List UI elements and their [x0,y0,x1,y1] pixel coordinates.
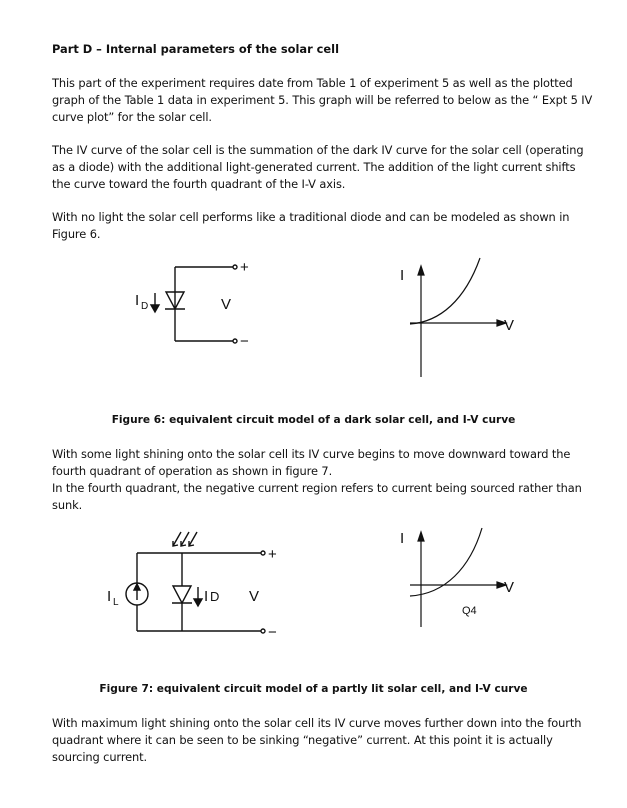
figure7-current-subscript: D [210,589,220,604]
figure7-source-subscript: L [113,597,119,608]
paragraph-max-light: With maximum light shining onto the solar cell its IV curve moves further down into the fourth quadrant where it can be seen to be sinking “negative” current. At this point it is actually sourcing current. [52,716,582,764]
figure7-current-label: I [204,588,209,605]
section-heading: Part D – Internal parameters of the solar cell [52,42,339,56]
figure6-axis-i-label: I [400,267,405,284]
figure6-minus-terminal: − [240,333,249,350]
figure6-current-label: I [135,292,140,309]
paragraph-no-light: With no light the solar cell performs like a traditional diode and can be modeled as shown in Figure 6. [52,210,570,241]
figure6-caption: Figure 6: equivalent circuit model of a dark solar cell, and I-V curve [111,414,516,426]
figure7-iv-plot [410,528,506,627]
paragraph-some-light: With some light shining onto the solar cell its IV curve begins to move downward toward the fourth quadrant of operation as shown in figure 7. [52,447,571,478]
figure7-axis-v-label: V [504,579,515,596]
figure7-minus-terminal: − [268,624,277,641]
figure6-current-subscript: D [141,301,149,312]
figure7-caption: Figure 7: equivalent circuit model of a partly lit solar cell, and I-V curve [99,683,528,695]
figure6-voltage-label: V [221,296,232,313]
paragraph-fourth-quadrant: In the fourth quadrant, the negative current region refers to current being sourced rather than sunk. [52,481,582,512]
paragraph-iv-curve: The IV curve of the solar cell is the summation of the dark IV curve for the solar cell (operating as a diode) with the additional light-generated current. The addition of the light current shifts the curve toward the fourth quadrant of the I-V axis. [52,143,584,191]
figure7-voltage-label: V [249,588,260,605]
figure7-axis-i-label: I [400,530,405,547]
figure6-axis-v-label: V [504,317,515,334]
figure7-quadrant-label: Q4 [462,605,477,617]
paragraph-intro: This part of the experiment requires date from Table 1 of experiment 5 as well as the plotted graph of the Table 1 data in experiment 5. This graph will be referred to below as the “ Expt 5 IV curve plot” for the solar cell. [52,76,593,124]
figure7-source-label: I [107,588,112,605]
figure6-plus-terminal: + [240,259,249,276]
figure7-circuit [126,532,265,633]
figure7-plus-terminal: + [268,546,277,563]
